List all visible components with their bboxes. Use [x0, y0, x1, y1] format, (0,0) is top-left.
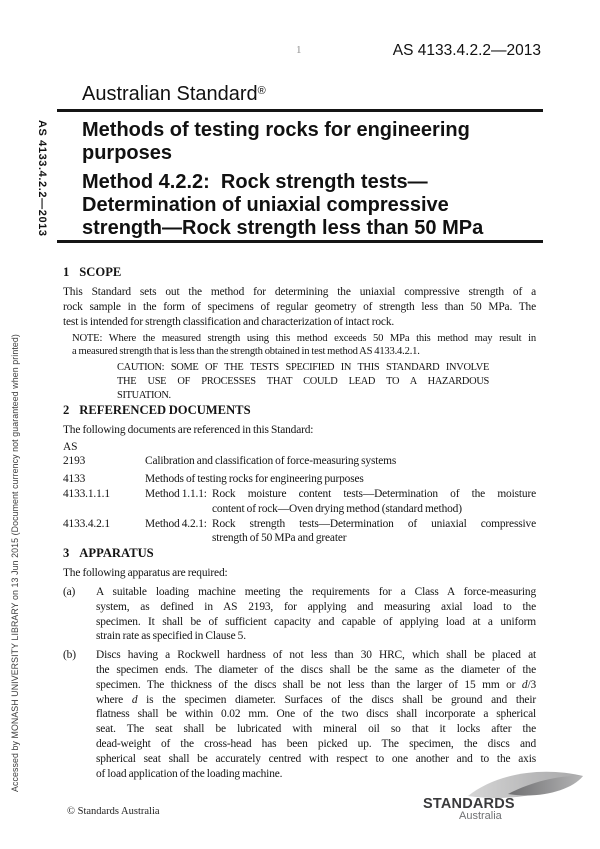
- apparatus-line: flatness shall be within 0.02 mm. One of the two discs shall incorporate a spherical: [96, 708, 536, 721]
- apparatus-line-segment: is the specimen diameter. Surfaces of the discs shall be ground and their: [137, 693, 536, 706]
- scope-caution: [117, 361, 489, 402]
- sidebar-access-note: Accessed by MONASH UNIVERSITY LIBRARY on 13 Jun 2015 (Document currency not guaranteed when printed): [10, 334, 20, 792]
- referenced-title-line: content of rock—Oven drying method (standard method): [212, 502, 462, 515]
- apparatus-line: Discs having a Rockwell hardness of not less than 30 HRC, which shall be placed at: [96, 649, 536, 662]
- apparatus-line: [96, 693, 536, 708]
- document-title-line: purposes: [82, 142, 173, 164]
- apparatus-intro: The following apparatus are required:: [63, 567, 228, 580]
- apparatus-line: the specimen ends. The diameter of the discs shall be the same as the diameter of the: [96, 663, 536, 676]
- apparatus-line: system, as defined in AS 2193, for applying and measuring axial load to the: [96, 600, 536, 613]
- apparatus-line: seat. The seat shall be lubricated with mineral oil so that it locks after the: [96, 723, 536, 736]
- referenced-intro: The following documents are referenced in this Standard:: [63, 423, 314, 436]
- referenced-method-prefix: Method 1.1.1:: [145, 487, 207, 500]
- scope-note: [72, 332, 536, 358]
- apparatus-line-segment: specimen. The thickness of the discs shall be not less than the larger of 15 mm or: [96, 678, 522, 691]
- apparatus-item-a: [63, 585, 536, 644]
- scope-paragraph-line: test is intended for strength classification and characterization of intact rock.: [63, 315, 395, 328]
- referenced-row: [63, 454, 536, 469]
- scope-note-line: a measured strength that is less than the strength obtained in test method AS 4133.4.2.1.: [72, 346, 420, 358]
- page-number: 1: [296, 44, 302, 56]
- apparatus-line-segment: /3: [527, 678, 536, 691]
- referenced-title-line: Calibration and classification of force-measuring systems: [145, 455, 397, 468]
- method-title-line: Determination of uniaxial compressive: [82, 194, 449, 216]
- apparatus-line: strain rate as specified in Clause 5.: [96, 630, 246, 643]
- scope-note-line: NOTE: Where the measured strength using this method exceeds 50 MPa this method may result in: [72, 333, 536, 345]
- referenced-title-line: Rock moisture content tests—Determination of the moisture: [212, 487, 536, 500]
- apparatus-line: spherical seat shall be accurately centred with respect to one another and to the axis: [96, 752, 536, 765]
- apparatus-line-segment-italic: d: [521, 678, 528, 691]
- logo-australia-text: Australia: [459, 810, 502, 822]
- item-label: (a): [63, 585, 76, 598]
- apparatus-line-segment: where: [96, 693, 132, 706]
- section-number: 2: [63, 402, 70, 417]
- document-title-block: [82, 119, 547, 240]
- section-title: SCOPE: [79, 265, 122, 279]
- registered-mark: ®: [257, 85, 266, 97]
- apparatus-item-b: [63, 648, 536, 781]
- referenced-method-prefix: Method 4.2.1:: [145, 517, 207, 530]
- referenced-code: 4133.1.1.1: [63, 487, 110, 500]
- referenced-row: [63, 487, 536, 517]
- referenced-code: 4133.4.2.1: [63, 517, 110, 530]
- brand-title-text: Australian Standard: [82, 83, 258, 105]
- logo-standards-text: STANDARDS: [423, 796, 515, 812]
- section-heading-apparatus: [63, 546, 536, 561]
- referenced-title-line: Rock strength tests—Determination of uniaxial compressive: [212, 517, 536, 530]
- scope-caution-line: CAUTION: SOME OF THE TESTS SPECIFIED IN THIS STANDARD INVOLVE: [117, 362, 489, 374]
- scope-paragraph: [63, 285, 536, 329]
- method-title: [82, 171, 547, 240]
- section-heading-referenced-documents: [63, 403, 536, 418]
- item-label: (b): [63, 649, 76, 662]
- referenced-row: [63, 517, 536, 547]
- scope-paragraph-line: This Standard sets out the method for determining the uniaxial compressive strength of a: [63, 286, 536, 298]
- section-heading-scope: [63, 265, 536, 280]
- referenced-list-label: AS: [63, 440, 78, 453]
- apparatus-line: specimen. It shall be of sufficient capacity and capable of applying load at a uniform: [96, 615, 536, 628]
- referenced-code: 2193: [63, 455, 86, 468]
- section-title: REFERENCED DOCUMENTS: [79, 402, 251, 417]
- standards-australia-logo: [423, 768, 588, 820]
- apparatus-line: [96, 678, 536, 693]
- brand-title: [82, 83, 266, 106]
- method-title-line: strength—Rock strength less than 50 MPa: [82, 217, 484, 239]
- scope-paragraph-line: rock sample in the form of specimens of regular geometry of strength less than 50 MPa. The: [63, 300, 536, 313]
- scope-caution-line: SITUATION.: [117, 389, 171, 401]
- section-number: 3: [63, 546, 70, 561]
- document-title-line: Methods of testing rocks for engineering: [82, 119, 470, 141]
- header-doc-code: AS 4133.4.2.2—2013: [392, 42, 541, 59]
- footer-copyright: © Standards Australia: [67, 806, 160, 817]
- title-rule-top: [57, 109, 543, 112]
- title-rule-bottom: [57, 240, 543, 243]
- section-number: 1: [63, 265, 70, 279]
- referenced-row: [63, 472, 536, 487]
- apparatus-line: dead-weight of the cross-head has been picked up. The specimen, the discs and: [96, 737, 536, 750]
- sidebar-doc-code: AS 4133.4.2.2—2013: [36, 120, 48, 237]
- apparatus-line: A suitable loading machine meeting the requirements for a Class A force-measuring: [96, 585, 536, 598]
- apparatus-line-segment-italic: d: [131, 693, 138, 706]
- scope-caution-line: THE USE OF PROCESSES THAT COULD LEAD TO A HAZARDOUS: [117, 376, 489, 388]
- referenced-title-line: strength of 50 MPa and greater: [212, 532, 347, 545]
- apparatus-line: of load application of the loading machine.: [96, 767, 283, 780]
- method-title-line: Method 4.2.2: Rock strength tests—: [82, 171, 428, 193]
- document-body: [63, 265, 536, 781]
- referenced-title-line: Methods of testing rocks for engineering purposes: [145, 473, 364, 486]
- section-title: APPARATUS: [79, 546, 154, 561]
- referenced-code: 4133: [63, 473, 86, 486]
